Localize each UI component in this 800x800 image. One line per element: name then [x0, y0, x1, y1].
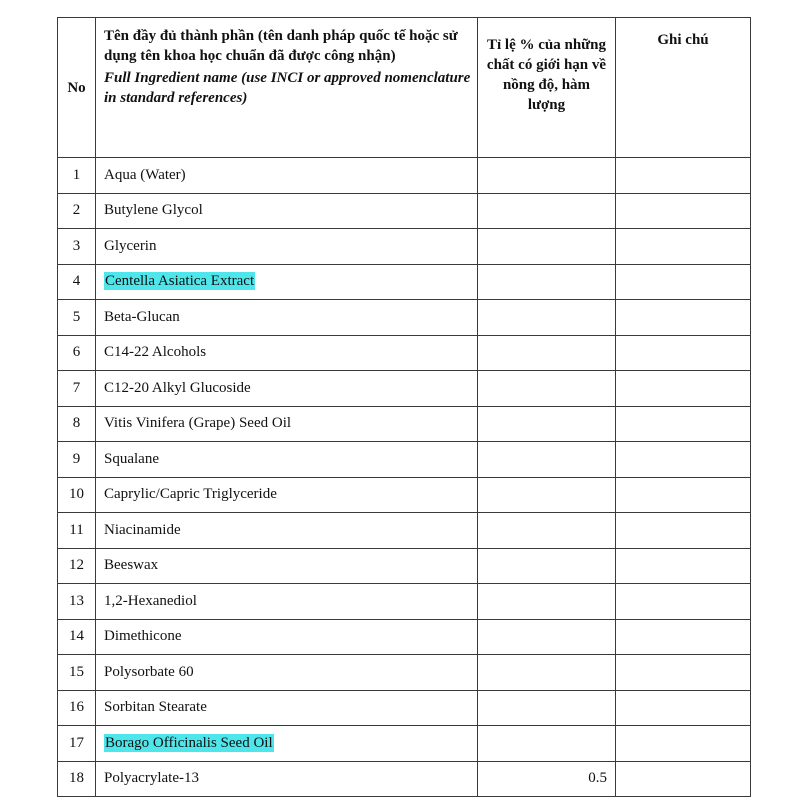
ingredient-name-cell	[96, 726, 478, 762]
note-cell	[616, 548, 751, 584]
note-cell	[616, 300, 751, 336]
table-row	[58, 371, 751, 407]
percent-cell	[478, 513, 616, 549]
row-number: 9	[58, 442, 96, 478]
ingredient-name: C14-22 Alcohols	[104, 344, 207, 361]
highlighted-ingredient-name: Borago Officinalis Seed Oil	[105, 734, 273, 751]
row-number: 7	[58, 371, 96, 407]
header-percent: Tỉ lệ % của những chất có giới hạn về nồng độ, hàm lượng	[478, 18, 616, 158]
header-note: Ghi chú	[616, 18, 751, 158]
row-number: 11	[58, 513, 96, 549]
percent-cell	[478, 335, 616, 371]
ingredient-name-cell	[96, 229, 478, 265]
ingredient-name: Sorbitan Stearate	[104, 699, 207, 716]
table-row	[58, 300, 751, 336]
percent-cell	[478, 300, 616, 336]
ingredient-name-cell	[96, 761, 478, 797]
note-cell	[616, 371, 751, 407]
ingredients-table	[57, 17, 751, 797]
note-cell	[616, 158, 751, 194]
ingredient-name-cell	[96, 655, 478, 691]
row-number: 16	[58, 690, 96, 726]
row-number: 1	[58, 158, 96, 194]
row-number: 6	[58, 335, 96, 371]
table-row	[58, 477, 751, 513]
ingredient-name-cell	[96, 158, 478, 194]
ingredient-name: Polysorbate 60	[104, 663, 194, 680]
header-no: No	[58, 18, 96, 158]
row-number: 13	[58, 584, 96, 620]
ingredient-name-cell	[96, 584, 478, 620]
table-row	[58, 584, 751, 620]
note-cell	[616, 193, 751, 229]
table-row	[58, 761, 751, 797]
ingredient-name-cell	[96, 264, 478, 300]
note-cell	[616, 477, 751, 513]
table-row	[58, 619, 751, 655]
table-row	[58, 442, 751, 478]
row-number: 12	[58, 548, 96, 584]
row-number: 10	[58, 477, 96, 513]
ingredient-name: Aqua (Water)	[104, 166, 186, 183]
table-header-row	[58, 18, 751, 158]
ingredient-name-cell	[96, 300, 478, 336]
note-cell	[616, 442, 751, 478]
ingredient-name: Beta-Glucan	[104, 308, 180, 325]
note-cell	[616, 406, 751, 442]
table-row	[58, 193, 751, 229]
ingredient-name: Polyacrylate-13	[104, 770, 199, 787]
table-row	[58, 655, 751, 691]
percent-cell	[478, 229, 616, 265]
percent-cell	[478, 158, 616, 194]
ingredient-name-cell	[96, 406, 478, 442]
ingredient-name-cell	[96, 548, 478, 584]
percent-cell	[478, 619, 616, 655]
row-number: 18	[58, 761, 96, 797]
table-row	[58, 229, 751, 265]
note-cell	[616, 335, 751, 371]
ingredient-name-cell	[96, 442, 478, 478]
note-cell	[616, 513, 751, 549]
row-number: 17	[58, 726, 96, 762]
row-number: 2	[58, 193, 96, 229]
note-cell	[616, 761, 751, 797]
percent-cell	[478, 584, 616, 620]
ingredient-name-cell	[96, 513, 478, 549]
note-cell	[616, 690, 751, 726]
ingredient-name-cell	[96, 371, 478, 407]
ingredient-name: Dimethicone	[104, 628, 182, 645]
note-cell	[616, 229, 751, 265]
note-cell	[616, 264, 751, 300]
ingredient-name: 1,2-Hexanediol	[104, 592, 197, 609]
row-number: 4	[58, 264, 96, 300]
ingredient-name-cell	[96, 690, 478, 726]
table-row	[58, 548, 751, 584]
percent-cell	[478, 548, 616, 584]
table-body	[58, 158, 751, 797]
percent-cell: 0.5	[478, 761, 616, 797]
table-row	[58, 335, 751, 371]
ingredient-name-cell	[96, 193, 478, 229]
note-cell	[616, 584, 751, 620]
ingredient-name: Beeswax	[104, 557, 159, 574]
row-number: 3	[58, 229, 96, 265]
table-row	[58, 513, 751, 549]
note-cell	[616, 619, 751, 655]
table-row	[58, 726, 751, 762]
table-row	[58, 406, 751, 442]
percent-cell	[478, 655, 616, 691]
table-row	[58, 158, 751, 194]
row-number: 5	[58, 300, 96, 336]
header-ingredient-name	[96, 18, 478, 158]
ingredient-name-cell	[96, 477, 478, 513]
row-number: 15	[58, 655, 96, 691]
header-name-english: Full Ingredient name (use INCI or approved nomenclature in standard references)	[104, 70, 471, 106]
percent-cell	[478, 264, 616, 300]
ingredient-name: Squalane	[104, 450, 159, 467]
table-row	[58, 264, 751, 300]
row-number: 14	[58, 619, 96, 655]
row-number: 8	[58, 406, 96, 442]
percent-cell	[478, 193, 616, 229]
percent-cell	[478, 442, 616, 478]
ingredient-name: Caprylic/Capric Triglyceride	[104, 486, 277, 503]
note-cell	[616, 726, 751, 762]
ingredient-name-cell	[96, 335, 478, 371]
ingredient-name: Niacinamide	[104, 521, 181, 538]
percent-cell	[478, 726, 616, 762]
percent-cell	[478, 371, 616, 407]
percent-cell	[478, 690, 616, 726]
header-name-vietnamese: Tên đầy đủ thành phần (tên danh pháp quốc tế hoặc sử dụng tên khoa học chuẩn đã được công nhận)	[104, 28, 458, 64]
note-cell	[616, 655, 751, 691]
percent-cell	[478, 406, 616, 442]
ingredient-name: C12-20 Alkyl Glucoside	[104, 379, 251, 396]
highlighted-ingredient-name: Centella Asiatica Extract	[105, 273, 255, 290]
percent-cell	[478, 477, 616, 513]
ingredient-name: Vitis Vinifera (Grape) Seed Oil	[104, 415, 292, 432]
ingredient-name: Glycerin	[104, 237, 157, 254]
table-row	[58, 690, 751, 726]
ingredient-name: Butylene Glycol	[104, 202, 203, 219]
ingredient-name-cell	[96, 619, 478, 655]
